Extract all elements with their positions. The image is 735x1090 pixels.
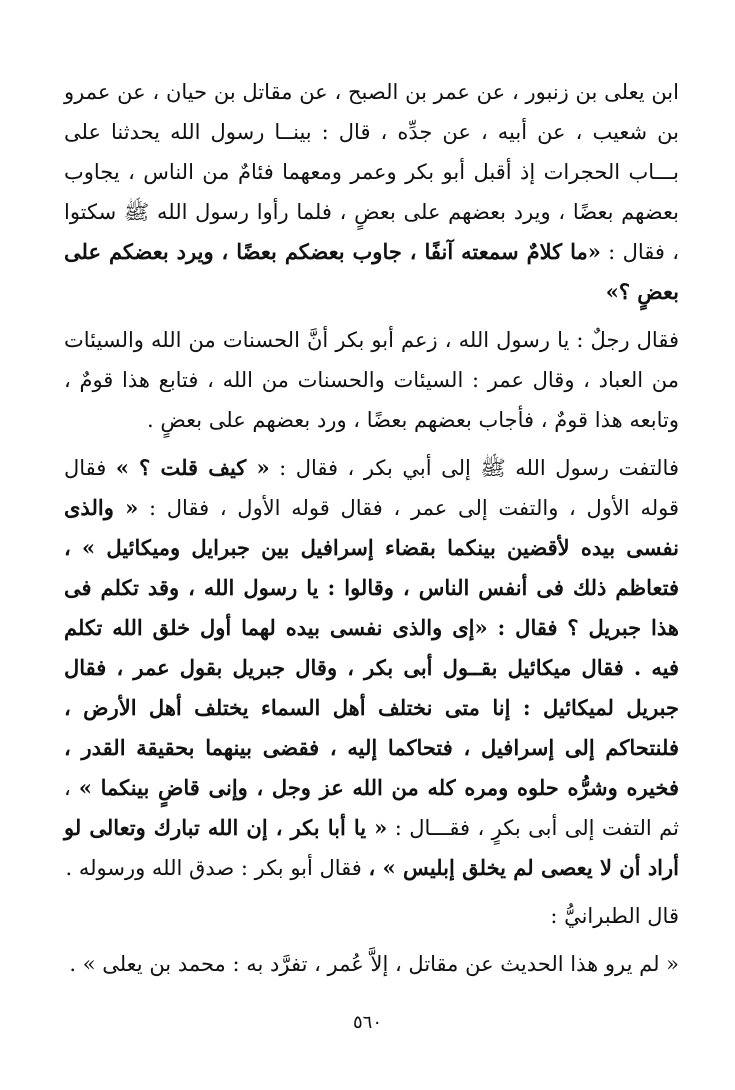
paragraph-judgement xyxy=(64,448,679,888)
text-segment: فالتفت رسول الله ﷺ إلى أبي بكر ، فقال : xyxy=(269,456,679,480)
paragraph-tabarani-quote xyxy=(64,944,679,984)
text-segment: ، ثم التفت إلى أبى بكرٍ ، فقـــال : xyxy=(64,776,679,840)
text-segment-bold: « كيف قلت ؟ » xyxy=(115,455,270,480)
text-segment: فقال رجلٌ : يا رسول الله ، زعم أبو بكر أنَّ الحسنات من الله والسيئات من العباد ، وقال عمر : السيئات والحسنات من الله ، فتابع هذا قومٌ ، وتابعه هذا قومٌ ، فأجاب بعضهم بعضًا ، ورد بعضهم على بعضٍ . xyxy=(64,328,679,432)
text-segment: فقال قوله الأول ، والتفت إلى عمر ، فقال قوله الأول ، فقال : xyxy=(64,456,679,520)
text-segment: قال الطبرانيُّ : xyxy=(550,904,679,928)
body-text xyxy=(64,72,679,984)
text-segment: فقال أبو بكر : صدق الله ورسوله . xyxy=(65,856,362,880)
text-segment-bold: «ما كلامٌ سمعته آنفًا ، جاوب بعضكم بعضًا ، ويرد بعضكم على بعضٍ ؟» xyxy=(64,239,679,304)
text-segment: ابن يعلى بن زنبور ، عن عمر بن الصبح ، عن مقاتل بن حيان ، عن عمرو بن شعيب ، عن أبيه ، عن جدِّه ، قال : بينــا رسول الله يحدثنا على بـــاب الحجرات إذ أقبل أبو بكر وعمر ومعهما فئامٌ من الناس ، يجاوب بعضهم بعضًا ، ويرد بعضهم على بعضٍ ، فلما رأوا رسول الله ﷺ سكتوا ، فقال : xyxy=(64,80,679,264)
page-number: ٥٦٠ xyxy=(352,1012,382,1033)
paragraph-isnad xyxy=(64,72,679,312)
paragraph-dispute xyxy=(64,320,679,440)
text-segment-bold: « يا أبا بكر ، إن الله تبارك وتعالى لو أراد أن لا يعصى لم يخلق إبليس » ، xyxy=(64,815,679,880)
text-segment-bold: « والذى نفسى بيده لأقضين بينكما بقضاء إسرافيل بين جبرايل وميكائيل » ، فتعاظم ذلك فى أنفس الناس ، وقالوا : يا رسول الله ، وقد تكلم فى هذا جبريل ؟ فقال : «إى والذى نفسى بيده لهما أول خلق الله تكلم فيه . فقال ميكائيل بقــول أبى بكر ، وقال جبريل بقول عمر ، فقال جبريل لميكائيل : إنا متى نختلف أهل السماء يختلف أهل الأرض ، فلنتحاكم إلى إسرافيل ، فتحاكما إليه ، فقضى بينهما بحقيقة القدر ، فخيره وشرُّه حلوه ومره كله من الله عز وجل ، وإنى قاضٍ بينكما » xyxy=(64,495,679,800)
text-segment: « لم يرو هذا الحديث عن مقاتل ، إلاَّ عُمر ، تفرَّد به : محمد بن يعلى » . xyxy=(69,952,679,976)
paragraph-tabarani-heading xyxy=(64,896,679,936)
